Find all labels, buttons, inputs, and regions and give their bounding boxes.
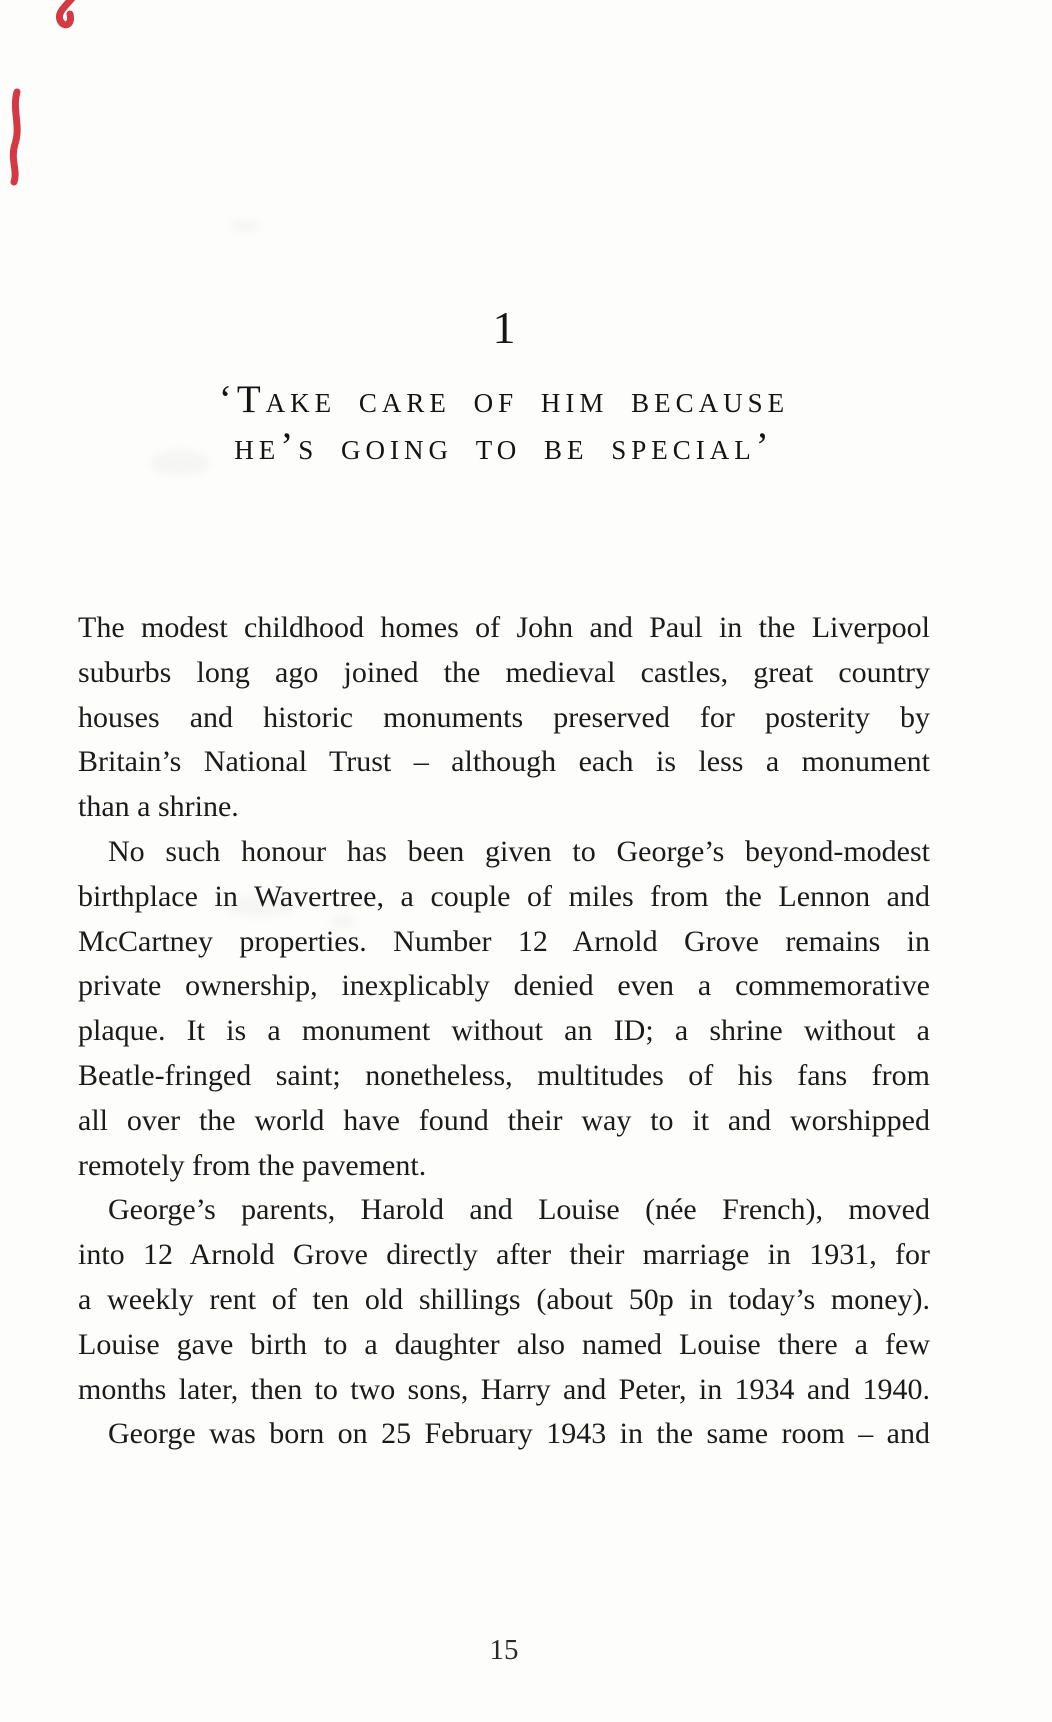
body-line: suburbs long ago joined the medieval castles, great country [78,655,930,689]
body-line: No such honour has been given to George’s beyond-modest [108,834,930,868]
scan-smudge [230,220,260,232]
chapter-number: 1 [492,302,516,353]
body-line: months later, then to two sons, Harry and Peter, in 1934 and 1940. [78,1372,930,1406]
body-line: plaque. It is a monument without an ID; a shrine without a [78,1014,930,1048]
body-line: into 12 Arnold Grove directly after their marriage in 1931, for [78,1238,930,1272]
body-line: The modest childhood homes of John and Paul in the Liverpool [78,611,930,644]
chapter-title [78,376,930,470]
body-line: George was born on 25 February 1943 in the same room – and [108,1417,930,1451]
red-pen-marks [0,0,120,220]
body-text [78,606,930,1457]
chapter-title-line-1: ‘Take care of him because [218,378,790,421]
body-line: private ownership, inexplicably denied even a commemorative [78,969,930,1003]
body-line: a weekly rent of ten old shillings (about 50p in today’s money). [78,1282,930,1316]
chapter-title-line-2: he’s going to be special’ [234,425,774,468]
body-line: than a shrine. [78,790,239,824]
red-pen-mark-left-icon [13,92,17,182]
red-pen-mark-top-icon [59,0,74,25]
body-line: remotely from the pavement. [78,1148,427,1182]
page-number: 15 [489,1634,519,1666]
body-line: George’s parents, Harold and Louise (née French), moved [108,1193,930,1227]
body-line: Louise gave birth to a daughter also named Louise there a few [78,1327,930,1361]
body-line: McCartney properties. Number 12 Arnold Grove remains in [78,924,930,958]
body-line: all over the world have found their way to it and worshipped [78,1103,930,1137]
body-line: Britain’s National Trust – although each is less a monument [78,745,930,779]
body-line: birthplace in Wavertree, a couple of miles from the Lennon and [78,879,930,913]
body-line: houses and historic monuments preserved for posterity by [78,700,930,734]
body-line: Beatle-fringed saint; nonetheless, multitudes of his fans from [78,1058,930,1092]
